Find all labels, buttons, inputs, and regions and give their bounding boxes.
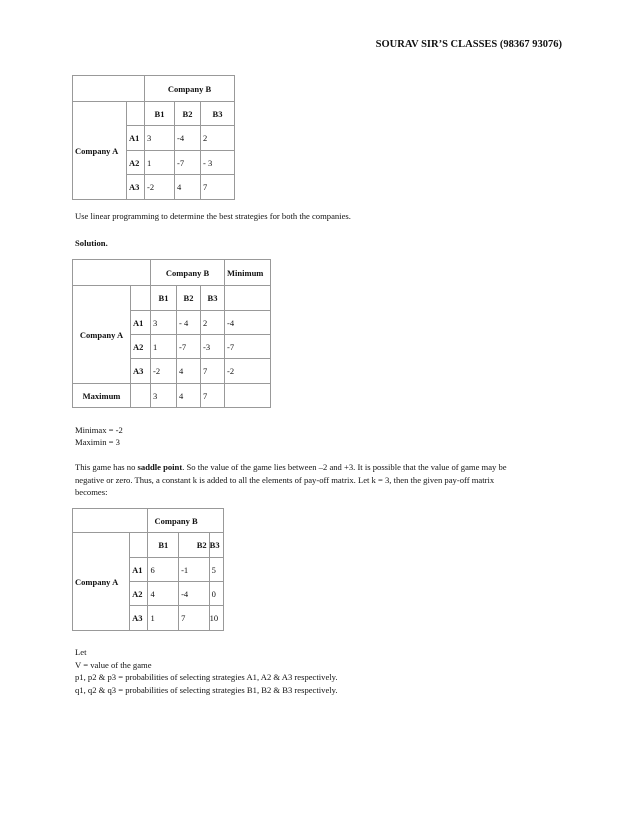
cell: 1 — [145, 151, 175, 175]
row-header-a3: A3 — [131, 359, 151, 384]
definition-line: V = value of the game — [75, 659, 152, 670]
cell: 2 — [201, 126, 235, 151]
cell: 0 — [209, 582, 223, 606]
row-header-a2: A2 — [127, 151, 145, 175]
col-maximum: 4 — [177, 384, 201, 408]
cell: -4 — [175, 126, 201, 151]
cell: 4 — [148, 582, 179, 606]
cell: -1 — [179, 558, 210, 582]
minimum-header: Minimum — [225, 260, 271, 286]
cell: - 3 — [201, 151, 235, 175]
row-minimum: -2 — [225, 359, 271, 384]
corner-cell — [73, 76, 145, 102]
cell: 4 — [177, 359, 201, 384]
blank-cell — [130, 533, 148, 558]
row-header-a3: A3 — [127, 175, 145, 200]
minimax-text: Minimax = -2 — [75, 425, 123, 435]
company-b-header: Company B — [148, 509, 224, 533]
row-minimum: -7 — [225, 335, 271, 359]
cell: 10 — [209, 606, 223, 631]
corner-cell — [73, 509, 148, 533]
blank-cell — [131, 384, 151, 408]
payoff-table-adjusted — [72, 508, 224, 631]
col-header-b1: B1 — [148, 533, 179, 558]
cell: - 4 — [177, 311, 201, 335]
cell: 1 — [151, 335, 177, 359]
cell: 7 — [201, 175, 235, 200]
definition-line: p1, p2 & p3 = probabilities of selecting strategies A1, A2 & A3 respectively. — [75, 672, 338, 682]
saddle-point-term: saddle point — [137, 462, 183, 472]
company-b-header: Company B — [145, 76, 235, 102]
maximin-text: Maximin = 3 — [75, 437, 120, 447]
solution-label: Solution. — [75, 238, 108, 248]
cell: 5 — [209, 558, 223, 582]
definition-line: q1, q2 & q3 = probabilities of selecting strategies B1, B2 & B3 respectively. — [75, 684, 338, 695]
payoff-table-with-minmax — [72, 259, 271, 408]
row-header-a2: A2 — [130, 582, 148, 606]
blank-cell — [131, 286, 151, 311]
cell: 3 — [151, 311, 177, 335]
cell: 1 — [148, 606, 179, 631]
company-a-header: Company A — [73, 286, 131, 384]
para-text: . So the value of the game lies between –2 and +3. It is possible that the value of game may be — [182, 462, 507, 472]
col-header-b3: B3 — [201, 286, 225, 311]
row-header-a3: A3 — [130, 606, 148, 631]
definitions-block — [75, 646, 338, 696]
cell: 6 — [148, 558, 179, 582]
blank-cell — [225, 286, 271, 311]
cell: 7 — [201, 359, 225, 384]
cell: 2 — [201, 311, 225, 335]
row-header-a1: A1 — [130, 558, 148, 582]
para-line: negative or zero. Thus, a constant k is added to all the elements of pay-off matrix. Let k = 3, then the given pay-off matrix — [75, 474, 495, 485]
blank-cell — [225, 384, 271, 408]
explanation-paragraph — [75, 461, 575, 499]
blank-cell — [127, 102, 145, 126]
col-maximum: 7 — [201, 384, 225, 408]
cell: -2 — [151, 359, 177, 384]
cell: -7 — [175, 151, 201, 175]
cell: -2 — [145, 175, 175, 200]
cell: -4 — [179, 582, 210, 606]
col-header-b3: B3 — [201, 102, 235, 126]
maximum-header: Maximum — [73, 384, 131, 408]
cell: 7 — [179, 606, 210, 631]
company-b-header: Company B — [151, 260, 225, 286]
payoff-table-original — [72, 75, 235, 200]
col-header-b3: B3 — [209, 533, 223, 558]
cell: -7 — [177, 335, 201, 359]
question-text: Use linear programming to determine the best strategies for both the companies. — [75, 211, 351, 221]
col-header-b2: B2 — [179, 533, 210, 558]
company-a-header: Company A — [73, 533, 130, 631]
col-header-b1: B1 — [151, 286, 177, 311]
col-header-b2: B2 — [177, 286, 201, 311]
cell: -3 — [201, 335, 225, 359]
row-header-a2: A2 — [131, 335, 151, 359]
col-header-b1: B1 — [145, 102, 175, 126]
col-maximum: 3 — [151, 384, 177, 408]
company-a-header: Company A — [73, 102, 127, 200]
row-header-a1: A1 — [127, 126, 145, 151]
row-minimum: -4 — [225, 311, 271, 335]
para-line: becomes: — [75, 487, 108, 497]
page-header: SOURAV SIR’S CLASSES (98367 93076) — [375, 39, 562, 50]
col-header-b2: B2 — [175, 102, 201, 126]
row-header-a1: A1 — [131, 311, 151, 335]
let-line: Let — [75, 647, 87, 657]
corner-cell — [73, 260, 151, 286]
cell: 3 — [145, 126, 175, 151]
para-text: This game has no — [75, 462, 138, 472]
cell: 4 — [175, 175, 201, 200]
